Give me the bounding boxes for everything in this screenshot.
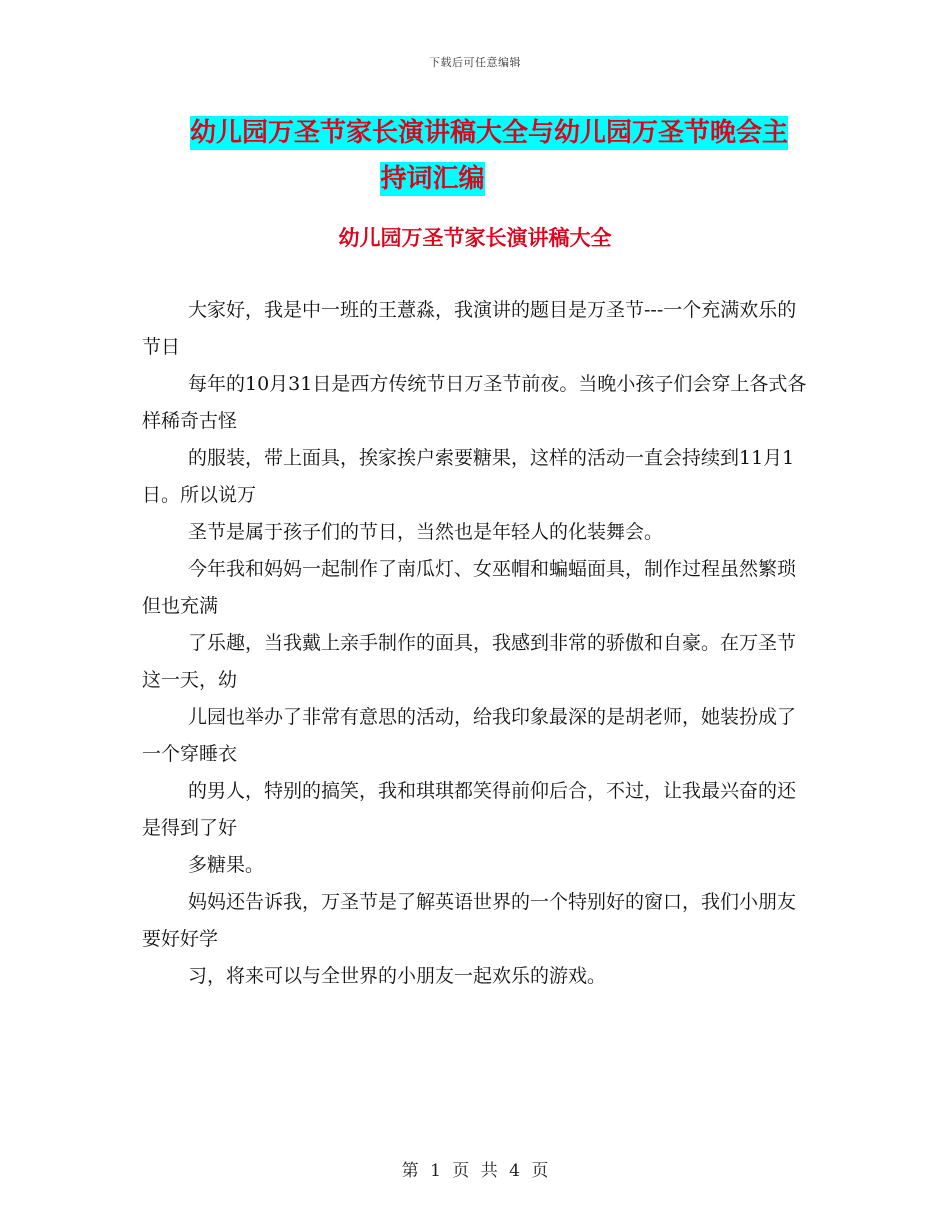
title-line-1 (190, 110, 810, 156)
paragraph: 多糖果。 (188, 854, 265, 876)
paragraph: 了乐趣，当我戴上亲手制作的面具，我感到非常的骄傲和自豪。在万圣节这一天，幼 (142, 632, 797, 691)
paragraph: 圣节是属于孩子们的节日，当然也是年轻人的化装舞会。 (188, 521, 664, 543)
speech-body (142, 292, 812, 995)
title-line-1-text: 幼儿园万圣节家长演讲稿大全与幼儿园万圣节晚会主 (190, 118, 789, 148)
section-title: 幼儿园万圣节家长演讲稿大全 (338, 226, 612, 250)
document-title (190, 110, 810, 202)
title-line-2 (190, 156, 810, 202)
paragraph: 今年我和妈妈一起制作了南瓜灯、女巫帽和蝙蝠面具，制作过程虽然繁琐但也充满 (142, 558, 797, 617)
paragraph: 每年的10月31日是西方传统节日万圣节前夜。当晚小孩子们会穿上各式各样稀奇古怪 (142, 373, 807, 432)
page-footer: 第 1 页 共 4 页 (401, 1161, 549, 1181)
paragraph: 儿园也举办了非常有意思的活动，给我印象最深的是胡老师，她装扮成了一个穿睡衣 (142, 706, 797, 765)
paragraph: 习，将来可以与全世界的小朋友一起欢乐的游戏。 (188, 965, 607, 987)
paragraph: 大家好，我是中一班的王薏淼，我演讲的题目是万圣节---一个充满欢乐的节日 (142, 299, 797, 358)
paragraph: 妈妈还告诉我，万圣节是了解英语世界的一个特别好的窗口，我们小朋友要好好学 (142, 891, 797, 950)
title-line-2-text: 持词汇编 (380, 164, 485, 194)
paragraph: 的服装，带上面具，挨家挨户索要糖果，这样的活动一直会持续到11月1日。所以说万 (142, 447, 795, 506)
header-note: 下载后可任意编辑 (429, 56, 521, 69)
paragraph: 的男人，特别的搞笑，我和琪琪都笑得前仰后合，不过，让我最兴奋的还是得到了好 (142, 780, 797, 839)
